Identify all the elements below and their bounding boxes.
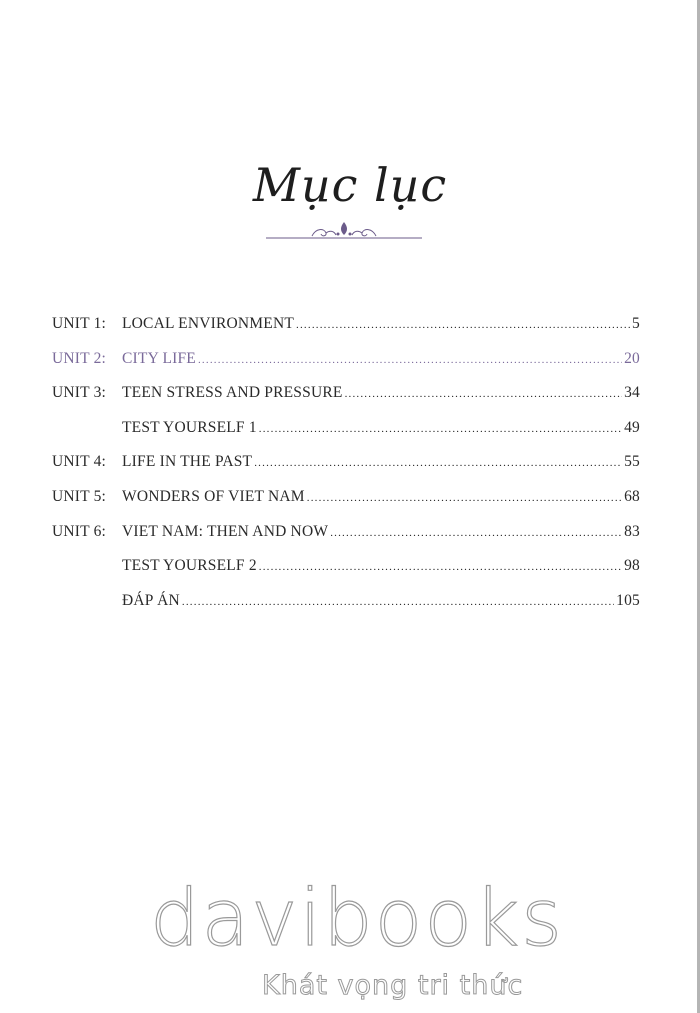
toc-unit-label: UNIT 2: (52, 349, 107, 367)
toc-page-number: 105 (616, 591, 640, 609)
toc-chapter-title: VIET NAM: THEN AND NOW (122, 522, 329, 540)
toc-chapter-title: TEST YOURSELF 2 (122, 557, 257, 575)
table-of-contents (52, 315, 640, 626)
flourish-divider-icon (264, 218, 424, 244)
toc-row[interactable] (52, 350, 640, 385)
toc-page-number: 49 (624, 418, 640, 436)
toc-unit-label: UNIT 1: (52, 315, 107, 332)
toc-unit-label: UNIT 3: (52, 384, 107, 402)
toc-chapter-title: WONDERS OF VIET NAM (122, 487, 305, 505)
toc-row[interactable] (52, 315, 640, 350)
toc-chapter-title: CITY LIFE (122, 349, 196, 367)
publisher-tagline: Khát vọng tri thức (262, 970, 524, 1001)
dot-leader (259, 561, 622, 573)
toc-chapter-title: TEEN STRESS AND PRESSURE (122, 384, 343, 402)
toc-row[interactable] (52, 419, 640, 454)
toc-page-number: 83 (624, 522, 640, 540)
publisher-logo: davibooks (150, 874, 564, 964)
toc-chapter-title: LIFE IN THE PAST (122, 453, 253, 471)
toc-unit-label: UNIT 5: (52, 487, 107, 505)
toc-unit-label: UNIT 4: (52, 453, 107, 471)
toc-page-number: 55 (624, 453, 640, 471)
toc-chapter-title: LOCAL ENVIRONMENT (122, 315, 295, 332)
toc-row[interactable] (52, 488, 640, 523)
toc-page-number: 68 (624, 487, 640, 505)
toc-page-number: 98 (624, 557, 640, 575)
toc-row[interactable] (52, 384, 640, 419)
toc-unit-label: UNIT 6: (52, 522, 107, 540)
dot-leader (259, 423, 622, 435)
dot-leader (330, 527, 622, 539)
toc-row[interactable] (52, 523, 640, 558)
toc-chapter-title: TEST YOURSELF 1 (122, 418, 257, 436)
toc-page-number: 34 (624, 384, 640, 402)
dot-leader (254, 457, 622, 469)
toc-row[interactable] (52, 453, 640, 488)
toc-page-number: 5 (632, 315, 640, 332)
toc-row[interactable] (52, 592, 640, 627)
toc-row[interactable] (52, 557, 640, 592)
toc-chapter-title: ĐÁP ÁN (122, 591, 180, 609)
dot-leader (307, 492, 622, 504)
dot-leader (182, 596, 614, 608)
dot-leader (296, 319, 630, 331)
page-title: Mục lục (252, 158, 448, 212)
dot-leader (198, 354, 622, 366)
dot-leader (345, 388, 623, 400)
toc-page-number: 20 (624, 349, 640, 367)
